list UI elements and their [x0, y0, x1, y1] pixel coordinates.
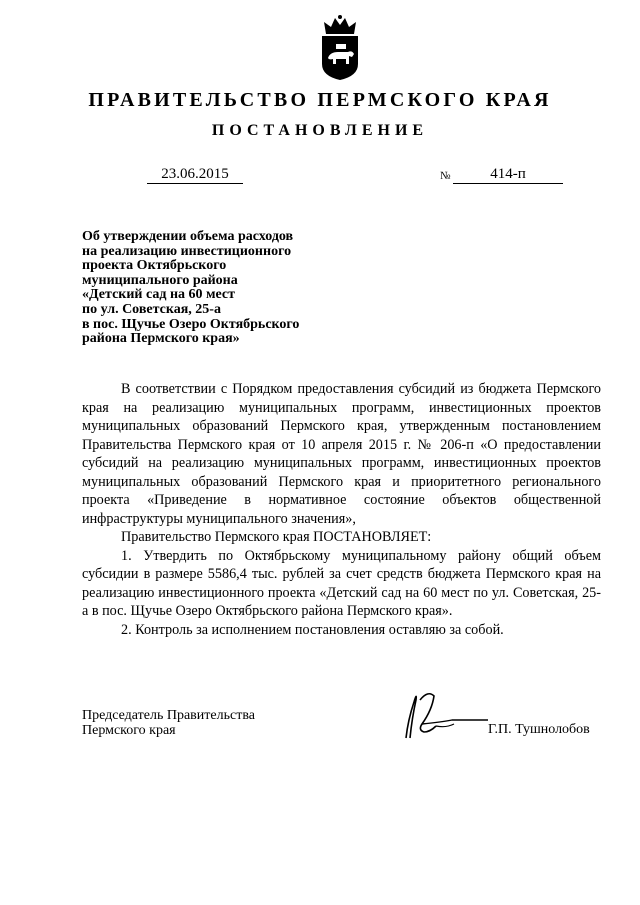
coat-of-arms-emblem	[318, 14, 362, 82]
document-type: ПОСТАНОВЛЕНИЕ	[211, 122, 429, 139]
body-paragraph: 2. Контроль за исполнением постановления оставляю за собой.	[121, 621, 504, 638]
body-paragraph: Правительство Пермского края ПОСТАНОВЛЯЕТ:	[121, 529, 432, 545]
document-number: 414-п	[453, 165, 563, 184]
organization-name: ПРАВИТЕЛЬСТВО ПЕРМСКОГО КРАЯ	[88, 89, 552, 111]
signer-position-line: Пермского края	[82, 723, 176, 738]
title-line: Об утверждении объема расходов	[82, 229, 294, 244]
body-paragraph: 1. Утвердить по Октябрьскому муниципальному району общий объем субсидии в размере 5586,4 тыс. рублей за счет средств бюджета Пермского края на реализацию инвестиционного проекта «Детский сад на 60 мест по ул. Советская, 25-а в пос. Щучье Озеро Октябрьского района Пермского края».	[82, 547, 601, 619]
number-label: №	[440, 170, 451, 182]
title-line: района Пермского края»	[82, 331, 240, 347]
title-line: в пос. Щучье Озеро Октябрьского	[82, 316, 300, 332]
title-line: по ул. Советская, 25-а	[82, 301, 221, 317]
title-line: на реализацию инвестиционного	[82, 243, 292, 259]
signer-position-line: Председатель Правительства	[82, 708, 255, 723]
signer-name: Г.П. Тушнолобов	[488, 722, 590, 737]
signer-position	[82, 708, 255, 738]
body-paragraph: В соответствии с Порядком предоставления субсидий из бюджета Пермского края на реализацию муниципальных программ, инвестиционных проектов муниципальных образований Пермского края, утвержденным постановлением Правительства Пермского края от 10 апреля 2015 г. № 206-п «О предоставлении субсидий на реализацию муниципальных программ, инвестиционных проектов муниципальных образований Пермского края и приоритетного регионального проекта «Приведение в нормативное состояние объектов общественной инфраструктуры муниципального значения»,	[82, 381, 601, 527]
title-line: проекта Октябрьского	[82, 258, 227, 274]
document-title	[82, 230, 342, 347]
handwritten-signature	[392, 680, 502, 752]
document-date: 23.06.2015	[147, 165, 243, 184]
title-line: муниципального района	[82, 272, 238, 288]
document-body	[82, 380, 601, 639]
title-line: «Детский сад на 60 мест	[82, 287, 236, 303]
